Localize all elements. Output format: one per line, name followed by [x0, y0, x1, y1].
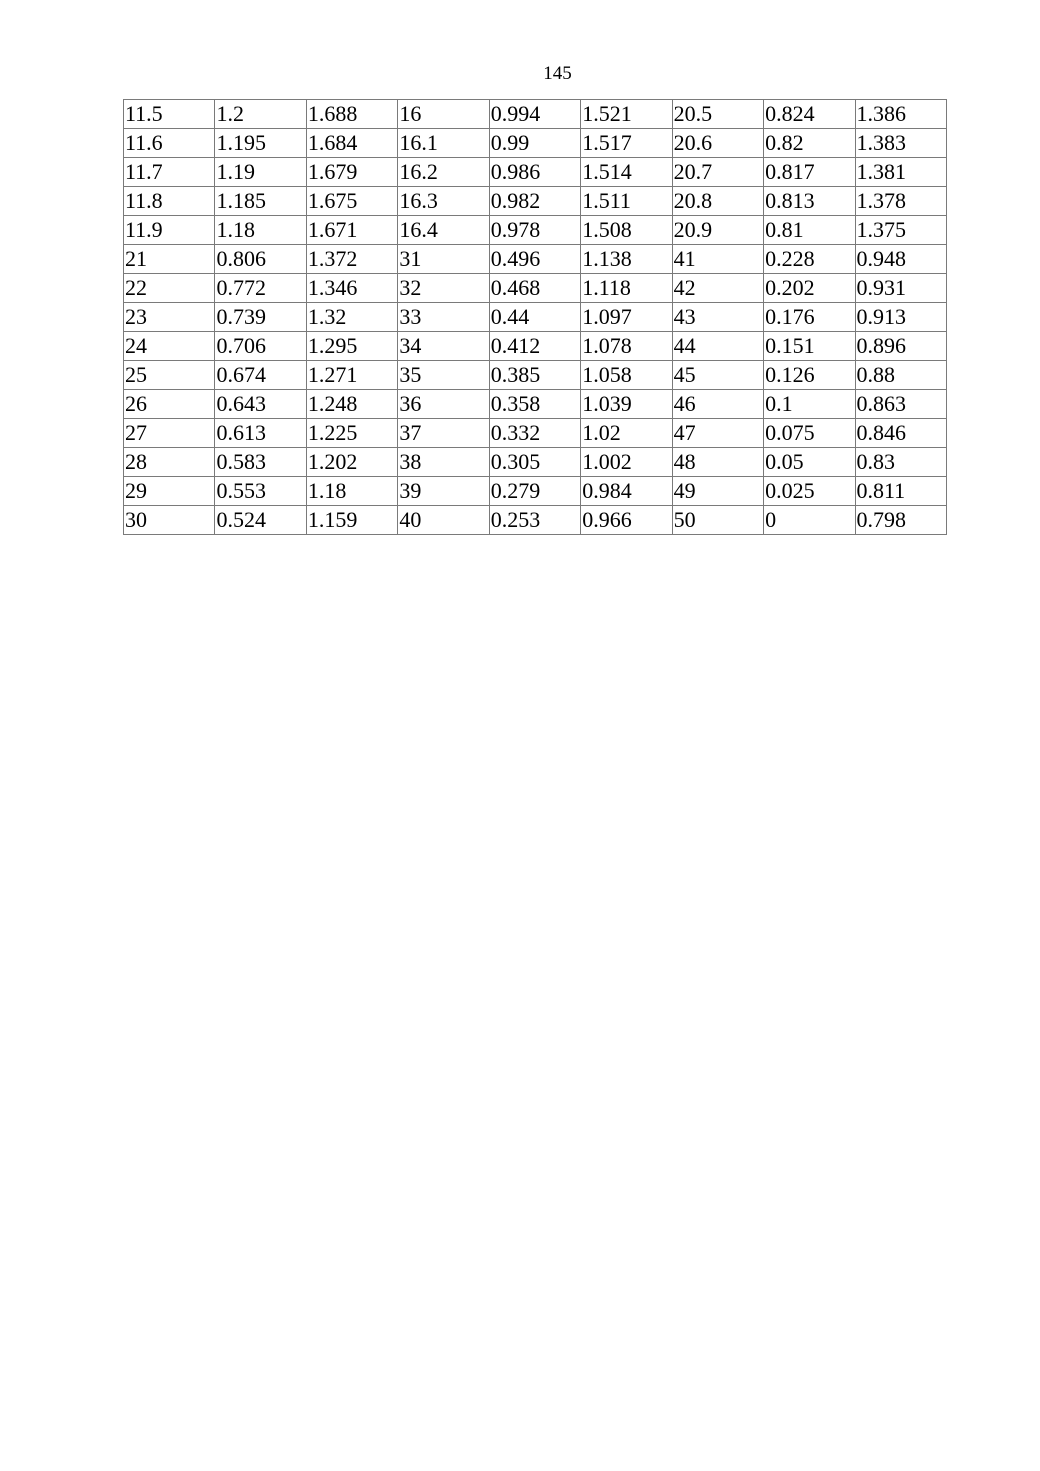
table-cell: 27	[124, 419, 215, 448]
table-cell: 0.332	[489, 419, 580, 448]
table-cell: 16.2	[398, 158, 489, 187]
table-body	[124, 100, 947, 535]
table-cell: 0.81	[764, 216, 855, 245]
table-cell: 0.896	[855, 332, 947, 361]
table-cell: 1.248	[306, 390, 397, 419]
table-cell: 0.279	[489, 477, 580, 506]
table-cell: 0.913	[855, 303, 947, 332]
table-cell: 0.583	[215, 448, 306, 477]
table-cell: 0.772	[215, 274, 306, 303]
table-cell: 40	[398, 506, 489, 535]
table-cell: 0.468	[489, 274, 580, 303]
table-row	[124, 332, 947, 361]
table-cell: 0	[764, 506, 855, 535]
table-cell: 16.3	[398, 187, 489, 216]
table-cell: 44	[672, 332, 763, 361]
table-row	[124, 274, 947, 303]
table-cell: 0.846	[855, 419, 947, 448]
table-cell: 1.684	[306, 129, 397, 158]
table-cell: 0.978	[489, 216, 580, 245]
table-cell: 0.1	[764, 390, 855, 419]
table-cell: 0.253	[489, 506, 580, 535]
table-cell: 49	[672, 477, 763, 506]
table-cell: 31	[398, 245, 489, 274]
table-cell: 1.679	[306, 158, 397, 187]
table-cell: 0.994	[489, 100, 580, 129]
table-cell: 0.643	[215, 390, 306, 419]
table-cell: 28	[124, 448, 215, 477]
table-cell: 0.228	[764, 245, 855, 274]
table-row	[124, 390, 947, 419]
table-cell: 1.039	[581, 390, 672, 419]
table-cell: 43	[672, 303, 763, 332]
table-cell: 1.185	[215, 187, 306, 216]
table-cell: 11.9	[124, 216, 215, 245]
table-cell: 0.126	[764, 361, 855, 390]
table-cell: 0.524	[215, 506, 306, 535]
table-cell: 0.811	[855, 477, 947, 506]
table-cell: 0.798	[855, 506, 947, 535]
data-table	[123, 99, 947, 535]
table-cell: 1.517	[581, 129, 672, 158]
table-row	[124, 419, 947, 448]
table-cell: 21	[124, 245, 215, 274]
table-cell: 46	[672, 390, 763, 419]
table-cell: 20.8	[672, 187, 763, 216]
table-cell: 0.412	[489, 332, 580, 361]
page-number: 145	[543, 63, 572, 84]
table-cell: 16.4	[398, 216, 489, 245]
table-cell: 0.982	[489, 187, 580, 216]
table-cell: 11.8	[124, 187, 215, 216]
table-cell: 1.386	[855, 100, 947, 129]
table-cell: 1.202	[306, 448, 397, 477]
table-cell: 29	[124, 477, 215, 506]
table-cell: 0.739	[215, 303, 306, 332]
table-cell: 1.375	[855, 216, 947, 245]
table-cell: 30	[124, 506, 215, 535]
table-cell: 47	[672, 419, 763, 448]
table-cell: 48	[672, 448, 763, 477]
table-cell: 1.18	[215, 216, 306, 245]
table-cell: 0.496	[489, 245, 580, 274]
table-cell: 16.1	[398, 129, 489, 158]
table-row	[124, 448, 947, 477]
table-cell: 0.613	[215, 419, 306, 448]
table-cell: 1.378	[855, 187, 947, 216]
table-cell: 0.817	[764, 158, 855, 187]
table-row	[124, 303, 947, 332]
table-cell: 0.966	[581, 506, 672, 535]
table-cell: 34	[398, 332, 489, 361]
table-cell: 1.511	[581, 187, 672, 216]
table-cell: 0.806	[215, 245, 306, 274]
table-cell: 0.813	[764, 187, 855, 216]
table-row	[124, 245, 947, 274]
table-cell: 0.358	[489, 390, 580, 419]
table-cell: 0.824	[764, 100, 855, 129]
table-cell: 42	[672, 274, 763, 303]
table-cell: 1.18	[306, 477, 397, 506]
table-cell: 0.151	[764, 332, 855, 361]
table-cell: 1.195	[215, 129, 306, 158]
table-cell: 26	[124, 390, 215, 419]
table-cell: 1.688	[306, 100, 397, 129]
table-cell: 25	[124, 361, 215, 390]
table-cell: 1.32	[306, 303, 397, 332]
table-cell: 1.002	[581, 448, 672, 477]
table-row	[124, 506, 947, 535]
table-cell: 35	[398, 361, 489, 390]
table-cell: 0.706	[215, 332, 306, 361]
table-cell: 1.383	[855, 129, 947, 158]
table-cell: 1.02	[581, 419, 672, 448]
table-row	[124, 158, 947, 187]
table-cell: 1.675	[306, 187, 397, 216]
table-cell: 0.948	[855, 245, 947, 274]
table-row	[124, 100, 947, 129]
table-row	[124, 129, 947, 158]
table-cell: 32	[398, 274, 489, 303]
table-cell: 1.078	[581, 332, 672, 361]
table-cell: 1.508	[581, 216, 672, 245]
table-cell: 0.984	[581, 477, 672, 506]
table-cell: 16	[398, 100, 489, 129]
table-cell: 45	[672, 361, 763, 390]
table-cell: 0.202	[764, 274, 855, 303]
table-row	[124, 216, 947, 245]
table-cell: 0.553	[215, 477, 306, 506]
table-cell: 36	[398, 390, 489, 419]
table-cell: 0.05	[764, 448, 855, 477]
table-cell: 0.305	[489, 448, 580, 477]
table-cell: 1.159	[306, 506, 397, 535]
table-cell: 20.6	[672, 129, 763, 158]
table-cell: 0.88	[855, 361, 947, 390]
table-cell: 1.138	[581, 245, 672, 274]
table-cell: 37	[398, 419, 489, 448]
table-cell: 1.372	[306, 245, 397, 274]
table-cell: 0.863	[855, 390, 947, 419]
table-cell: 0.986	[489, 158, 580, 187]
table-cell: 1.19	[215, 158, 306, 187]
table-cell: 1.271	[306, 361, 397, 390]
table-cell: 1.118	[581, 274, 672, 303]
table-cell: 1.058	[581, 361, 672, 390]
table-cell: 0.83	[855, 448, 947, 477]
table-row	[124, 361, 947, 390]
table-cell: 39	[398, 477, 489, 506]
table-cell: 1.2	[215, 100, 306, 129]
table-cell: 0.44	[489, 303, 580, 332]
table-cell: 50	[672, 506, 763, 535]
table-cell: 0.385	[489, 361, 580, 390]
table-cell: 1.295	[306, 332, 397, 361]
table-cell: 0.99	[489, 129, 580, 158]
table-cell: 1.514	[581, 158, 672, 187]
table-cell: 1.671	[306, 216, 397, 245]
table-cell: 11.7	[124, 158, 215, 187]
table-cell: 20.7	[672, 158, 763, 187]
table-cell: 23	[124, 303, 215, 332]
table-cell: 33	[398, 303, 489, 332]
table-cell: 0.025	[764, 477, 855, 506]
table-cell: 11.6	[124, 129, 215, 158]
table-cell: 22	[124, 274, 215, 303]
table-cell: 41	[672, 245, 763, 274]
table-cell: 0.82	[764, 129, 855, 158]
table-row	[124, 187, 947, 216]
table-cell: 0.176	[764, 303, 855, 332]
table-cell: 20.9	[672, 216, 763, 245]
table-cell: 20.5	[672, 100, 763, 129]
table-cell: 1.381	[855, 158, 947, 187]
table-cell: 1.225	[306, 419, 397, 448]
table-cell: 1.097	[581, 303, 672, 332]
table-cell: 0.674	[215, 361, 306, 390]
table-cell: 1.521	[581, 100, 672, 129]
table-row	[124, 477, 947, 506]
table-cell: 24	[124, 332, 215, 361]
table-cell: 38	[398, 448, 489, 477]
table-cell: 1.346	[306, 274, 397, 303]
table-cell: 0.931	[855, 274, 947, 303]
table-cell: 11.5	[124, 100, 215, 129]
table-cell: 0.075	[764, 419, 855, 448]
